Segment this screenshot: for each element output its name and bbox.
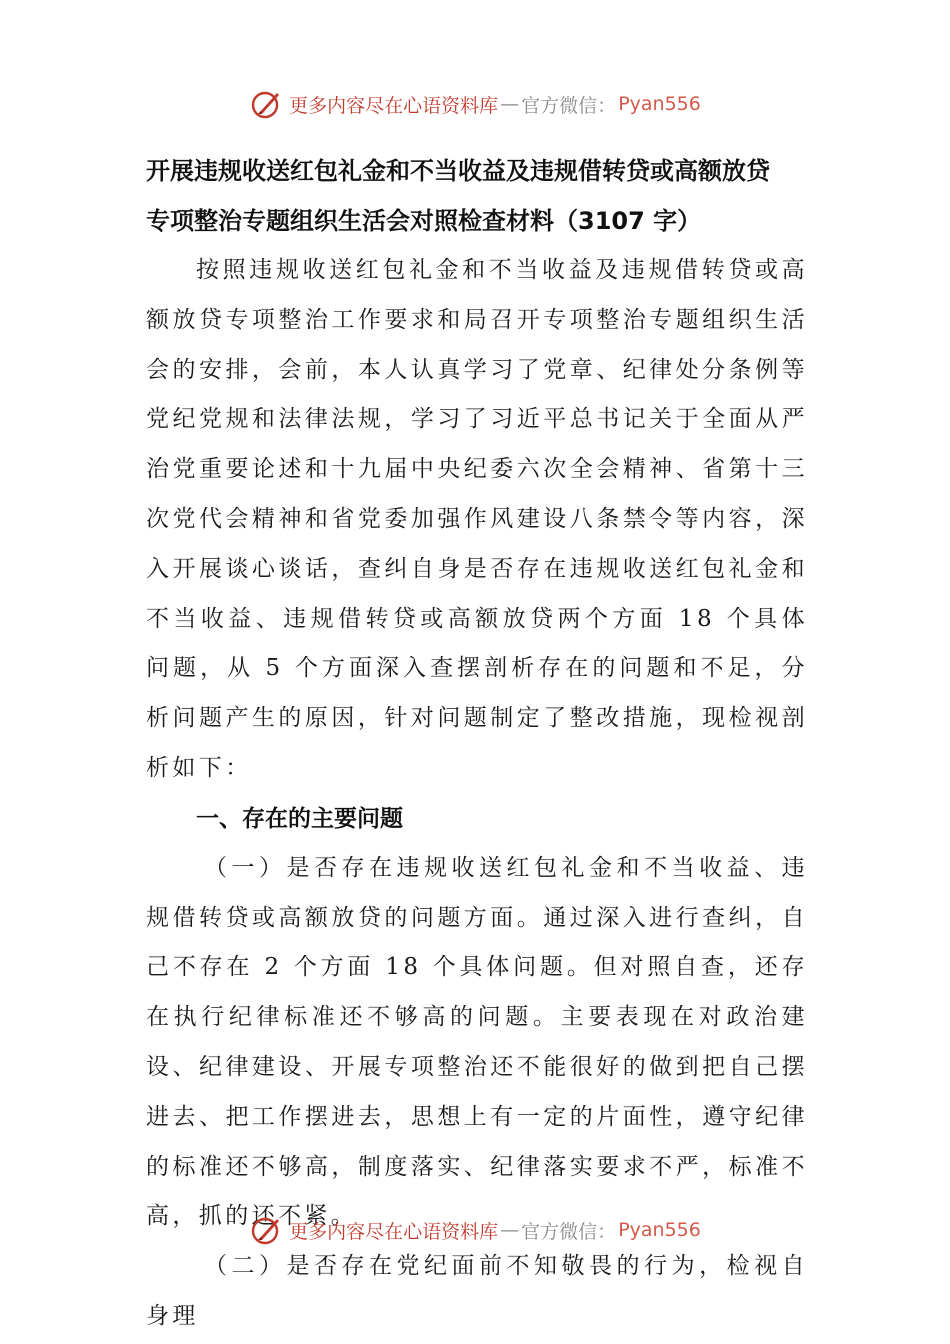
banner-wechat-label: 官方微信： — [521, 1220, 617, 1243]
banner-dash: — — [500, 1219, 520, 1241]
item-paragraph-2: （二）是否存在党纪面前不知敬畏的行为，检视自身理 — [146, 1253, 808, 1329]
header-watermark-banner — [0, 80, 950, 128]
banner-wechat-id: Pyan556 — [618, 1219, 701, 1241]
quill-pen-logo-icon — [249, 1213, 283, 1247]
document-title-line2: 专项整治专题组织生活会对照检查材料（3107 字） — [146, 207, 702, 235]
section-heading-1: 一、存在的主要问题 — [196, 805, 403, 832]
item-paragraph-1: （一）是否存在违规收送红包礼金和不当收益、违规借转贷或高额放贷的问题方面。通过深入进行查纠，自己不存在 2 个方面 18 个具体问题。但对照自查，还存在执行纪律标准还不够高的问题。主要表现在对政治建设、纪律建设、开展专项整治还不能很好的做到把自己摆进去、把工作摆进去，思想上有一定的片面性，遵守纪律的标准还不够高，制度落实、纪律落实要求不严，标准不高，抓的还不紧。 — [146, 854, 808, 1230]
banner-wechat-label: 官方微信： — [521, 94, 617, 117]
quill-pen-logo-icon — [249, 87, 283, 121]
document-title-line1: 开展违规收送红包礼金和不当收益及违规借转贷或高额放贷 — [146, 157, 770, 185]
banner-site-text: 更多内容尽在心语资料库 — [289, 1220, 499, 1243]
document-body — [146, 146, 808, 1342]
footer-watermark-banner — [0, 1206, 950, 1254]
banner-site-text: 更多内容尽在心语资料库 — [289, 94, 499, 117]
banner-wechat-id: Pyan556 — [618, 93, 701, 115]
banner-dash: — — [500, 93, 520, 115]
intro-paragraph: 按照违规收送红包礼金和不当收益及违规借转贷或高额放贷专项整治工作要求和局召开专项整治专题组织生活会的安排，会前，本人认真学习了党章、纪律处分条例等党纪党规和法律法规，学习了习近平总书记关于全面从严治党重要论述和十九届中央纪委六次全会精神、省第十三次党代会精神和省党委加强作风建设八条禁令等内容，深入开展谈心谈话，查纠自身是否存在违规收送红包礼金和不当收益、违规借转贷或高额放贷两个方面 18 个具体问题，从 5 个方面深入查摆剖析存在的问题和不足，分析问题产生的原因，针对问题制定了整改措施，现检视剖析如下： — [146, 257, 808, 781]
